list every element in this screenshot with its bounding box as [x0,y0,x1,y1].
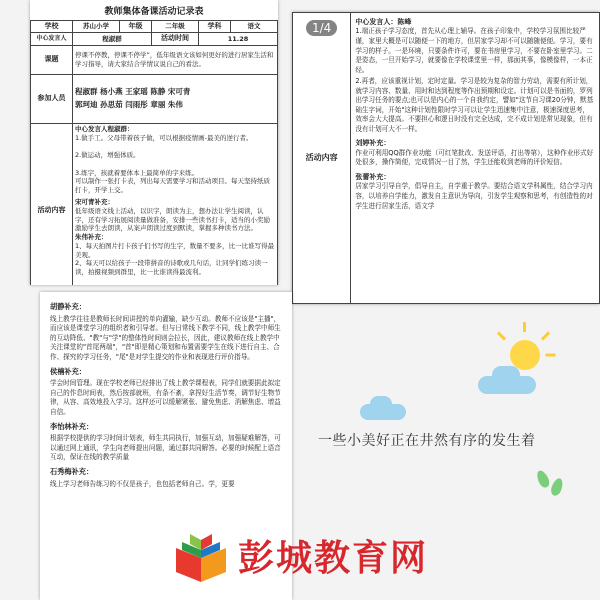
content-head: 中心发言人程淑群： [74,124,134,133]
table-row [31,33,278,45]
zhu-head: 朱伟补充： [74,233,108,242]
record-table [30,20,278,285]
grade-value: 二年级 [152,21,199,33]
liyilin-head: 李怡林补充： [50,421,94,431]
record-sheet-title: 教师集体备课活动记录表 [104,7,204,17]
grade-label: 年级 [119,21,151,33]
shixiumei-head: 石秀梅补充： [50,466,94,476]
topic-label: 课题 [31,45,73,74]
sun-ray [546,354,556,357]
table-row [293,13,600,304]
leaf-icon [535,469,552,490]
cloud-icon [370,396,392,412]
zhu-body: 1、每天拍图片打卡孩子们书写的生字，数量不要多，比一比谁写得最美观。 2、每天可以给孩子一段带拼音的诗歌或几句话，让同学们练习读一读，拍摄视频到群里，比一比谁读得最流利。 [74,241,275,277]
zhanglei-head: 张蕾补充： [355,172,391,181]
subject-value: 语文 [231,21,278,33]
participants-value: 程淑群 杨小燕 王家瑶 陈静 宋可青 郭珂迪 孙思茹 闫雨彤 章丽 朱伟 [72,74,277,123]
hujing-head: 胡静补充： [50,302,86,311]
school-label: 学校 [31,21,73,33]
paragraph: 线上学习老师告练习的不仅是孩子，也包括老师自己。学，更要 [50,479,235,488]
paragraph: 1.端正孩子学习态度，首先从心理上辅导。在孩子印象中，学校学习氛围比较严谨，家里大概是可以随便一下的地方，但居家学习却不可以随随便便。学习，要有学习的样子。一是环境，只要条件许可，要在书房里学习，不要在卧室里学习。二是姿态，一旦开始学习，就要像在学校课堂里一样，那面其事，像模像样，一本正经。 [355,27,593,74]
content-table [292,12,600,304]
participants-label: 参加人员 [31,74,73,123]
content-cell [72,123,277,285]
table-row [31,45,278,74]
record-sheet-page-2 [292,12,600,304]
record-sheet-page-1 [30,0,278,285]
content-body: 1.做手工。父母带着孩子做，可以根据疫情画-最美的逆行者。 2.做运动，增强体质。 3.练字，孩就着要体本上最简单的字来练。 可以制作一张打卡表，列出每天需要学习和活动项目。每天坚持纸质打卡，开学上交。 [74,133,270,195]
content-cell [351,13,600,304]
cloud-icon [492,366,520,384]
school-value: 苏山小学 [72,21,119,33]
paragraph: 根据学校提供的学习时间计划表，师生共同执行，加强互动，加强疑难解答，可以通过网上通讯，学生向老师提出问题，通过群共同解答。必要的时候配上语音互动，保证在线的教学质量 [50,434,281,462]
time-label: 活动时间 [152,33,199,45]
liuting-head: 刘婷补充： [355,139,391,148]
paragraph: 居家学习引导自学，倡导自主，自学重于教学。要结合语文学科属性，结合学习内容，以培养自学能力，激发自主意识为导向，引发学生观察和思考，有创造性的对学生进行居家生活，语文学 [355,182,593,210]
table-row [31,74,278,123]
book-logo-icon [172,530,230,584]
site-logo [172,522,462,592]
hounan-head: 侯楠补充： [50,366,86,376]
page-indicator: 1/4 [306,20,337,36]
song-body: 低年级语文线上活动，以识字，朗读为主，想办法让学生阅读，认字，还有学习拓展阅读量做准备，安排一些读书打卡，适当的小奖励激励学生去朗读，从案声朗读过度到默读，掌握多种读书方法。 [74,206,270,233]
speaker-head: 中心发言人：陈峰 [355,18,412,26]
speaker-label: 中心发言人 [31,33,73,45]
subject-label: 学科 [198,21,230,33]
logo-text: 彭城教育网 [238,538,429,579]
topic-value: 停课不停教，停课不停学”，低年级语文该如何更好的进行居家生活和学习指导，请大家结合学情议说自己的看法。 [72,45,277,74]
content-label: 活动内容 [31,123,73,285]
paragraph: 作业可利用QQ群作业功能（可红笔批改、发送评语，打出等第），这种作业形式好处很多，操作简便，完成情况一目了然，学生还能收到老师的评价短信。 [355,148,594,167]
paragraph: 2.再者，应该重视计划，定时定量。学习是较为复杂的智力劳动，需要有所计划，就学习内容、数量、用时和达到程度等作出预期和设定。计划可以是书面的，罗列出学习任务的要点;也可以是内心的一个自我约定，譬如"这节自习课20分钟，默基础生字词，开始"这种计划性限时学习可以让学生迅速集中注意，极速深度思考，效率会大大提高。不要担心和逻日时没有完全达成，完不成计划是常见现象，但有没有计划可大不一样。 [355,77,594,133]
paragraph: 学会时间管理。现在学校老师已经排出了线上教学课程表，同学们就要据此拟定自己的作息时间表，然后按部就班，有条不紊，拿捏好生活节奏，调节好生物节律，从容、高效地投入学习。这样还可以缓解紧张、避免焦虑、消解焦虑、增益自信。 [50,379,281,416]
table-row [31,123,278,285]
song-head: 宋可青补充： [74,198,114,206]
table-row [31,21,278,33]
handwritten-caption: 一些小美好正在井然有序的发生着 [318,433,536,449]
content-label: 活动内容 [293,13,351,304]
speaker-value: 程淑群 [72,33,151,45]
sun-ray [541,331,550,340]
time-value: 11.28 [198,33,277,45]
paragraph: 线上教学往往是教师长时间讲授的单向灌输，缺少互动。教师不应该是"主播"，而应该是课堂学习的组织者和引导者。但与日常线下教学不同，线上教学中师生的互动降低、"教"与"学"的整体性时间则会拉长，因此，建议教师在线上教学中关注课堂的"首尾两端"，"首"即是精心策划和布置需要学生在线下进行自主、合作、探究的学习任务，"尾"是对学生提交的作业和表现进行评价指导。 [50,314,281,361]
sun-ray [497,331,506,340]
leaf-icon [549,477,565,497]
sun-ray [523,322,526,332]
sun-icon [510,340,540,370]
